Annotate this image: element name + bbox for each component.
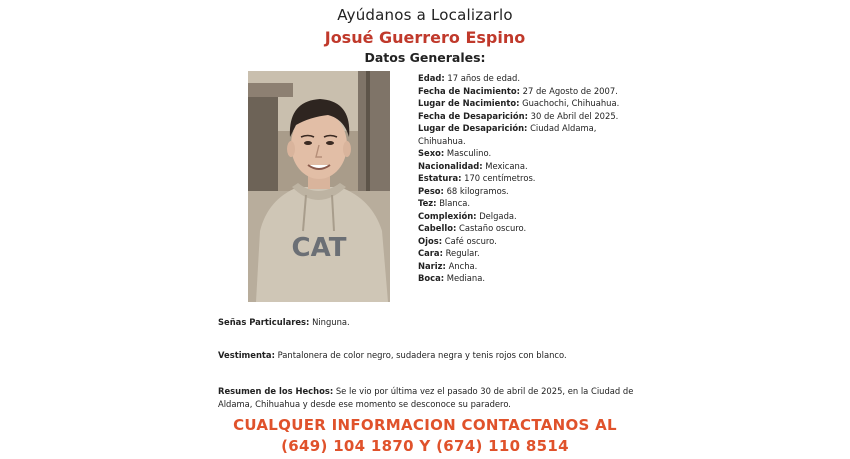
detail-value: 68 kilogramos.: [446, 185, 509, 196]
clothing: [218, 349, 648, 362]
particular-marks-label: Señas Particulares:: [218, 317, 310, 327]
detail-value: Café oscuro.: [444, 235, 497, 246]
detail-label: Boca:: [418, 273, 445, 283]
detail-row-hair: [418, 222, 658, 235]
detail-row-weight: [418, 185, 658, 198]
detail-value: Mexicana.: [485, 160, 528, 171]
detail-label: Estatura:: [418, 173, 462, 183]
detail-label: Sexo:: [418, 148, 445, 158]
detail-label: Lugar de Nacimiento:: [418, 98, 520, 108]
detail-value: Regular.: [445, 248, 480, 258]
detail-label: Tez:: [418, 198, 437, 208]
section-title-general-data: Datos Generales:: [364, 50, 486, 65]
detail-row-height: [418, 172, 658, 185]
detail-label: Fecha de Desaparición:: [418, 110, 528, 121]
detail-row-sex: [418, 147, 658, 160]
detail-row-nose: [418, 260, 658, 273]
detail-value: Ancha.: [448, 260, 478, 271]
events-summary-value: Se le vio por última vez el pasado 30 de abril de 2025, en la Ciudad de Aldama, Chihuahua y desde ese momento se desconoce su paradero.: [218, 386, 634, 409]
detail-label: Fecha de Nacimiento:: [418, 85, 520, 96]
detail-value: 27 de Agosto de 2007.: [522, 85, 618, 96]
particular-marks-value: Ninguna.: [312, 317, 350, 327]
detail-label: Cabello:: [418, 223, 457, 233]
detail-row-face: [418, 247, 658, 260]
events-summary-label: Resumen de los Hechos:: [218, 386, 334, 396]
detail-label: Peso:: [418, 185, 444, 196]
detail-row-birthplace: [418, 97, 658, 110]
detail-value: Blanca.: [439, 198, 471, 208]
clothing-value: Pantalonera de color negro, sudadera negra y tenis rojos con blanco.: [277, 350, 567, 360]
detail-value: 30 de Abril del 2025.: [530, 110, 619, 121]
contact-call-to-action: CUALQUER INFORMACION CONTACTANOS AL: [233, 416, 617, 434]
hoodie-logo-text: CAT: [291, 233, 347, 263]
events-summary: [218, 385, 648, 410]
missing-person-photo: [248, 71, 390, 302]
detail-row-complexion-tone: [418, 197, 658, 210]
detail-label: Edad:: [418, 73, 445, 83]
particular-marks: [218, 316, 648, 329]
detail-label: Cara:: [418, 248, 443, 258]
detail-value: Masculino.: [446, 148, 492, 158]
detail-row-disappearance-date: [418, 110, 658, 123]
detail-label: Complexión:: [418, 210, 477, 221]
contact-phone-numbers: (649) 104 1870 Y (674) 110 8514: [281, 437, 569, 455]
general-data-list: [418, 72, 658, 285]
detail-label: Nariz:: [418, 260, 446, 271]
header-title: Ayúdanos a Localizarlo: [337, 6, 513, 24]
detail-row-birthdate: [418, 85, 658, 98]
detail-value: 170 centímetros.: [464, 173, 536, 183]
detail-row-mouth: [418, 272, 658, 285]
detail-value: 17 años de edad.: [447, 73, 521, 83]
missing-person-name: Josué Guerrero Espino: [324, 28, 526, 47]
detail-row-nationality: [418, 160, 658, 173]
detail-row-eyes: [418, 235, 658, 248]
detail-label: Lugar de Desaparición:: [418, 123, 528, 133]
detail-row-age: [418, 72, 658, 85]
detail-value: Ciudad Aldama, Chihuahua.: [418, 123, 597, 146]
detail-label: Ojos:: [418, 235, 443, 246]
detail-value: Castaño oscuro.: [459, 223, 527, 233]
detail-value: Guachochi, Chihuahua.: [522, 98, 620, 108]
detail-value: Mediana.: [446, 273, 486, 283]
detail-row-build: [418, 210, 658, 223]
detail-value: Delgada.: [479, 210, 517, 221]
detail-row-disappearance-place: [418, 122, 603, 147]
detail-label: Nacionalidad:: [418, 160, 483, 171]
clothing-label: Vestimenta:: [218, 350, 275, 360]
